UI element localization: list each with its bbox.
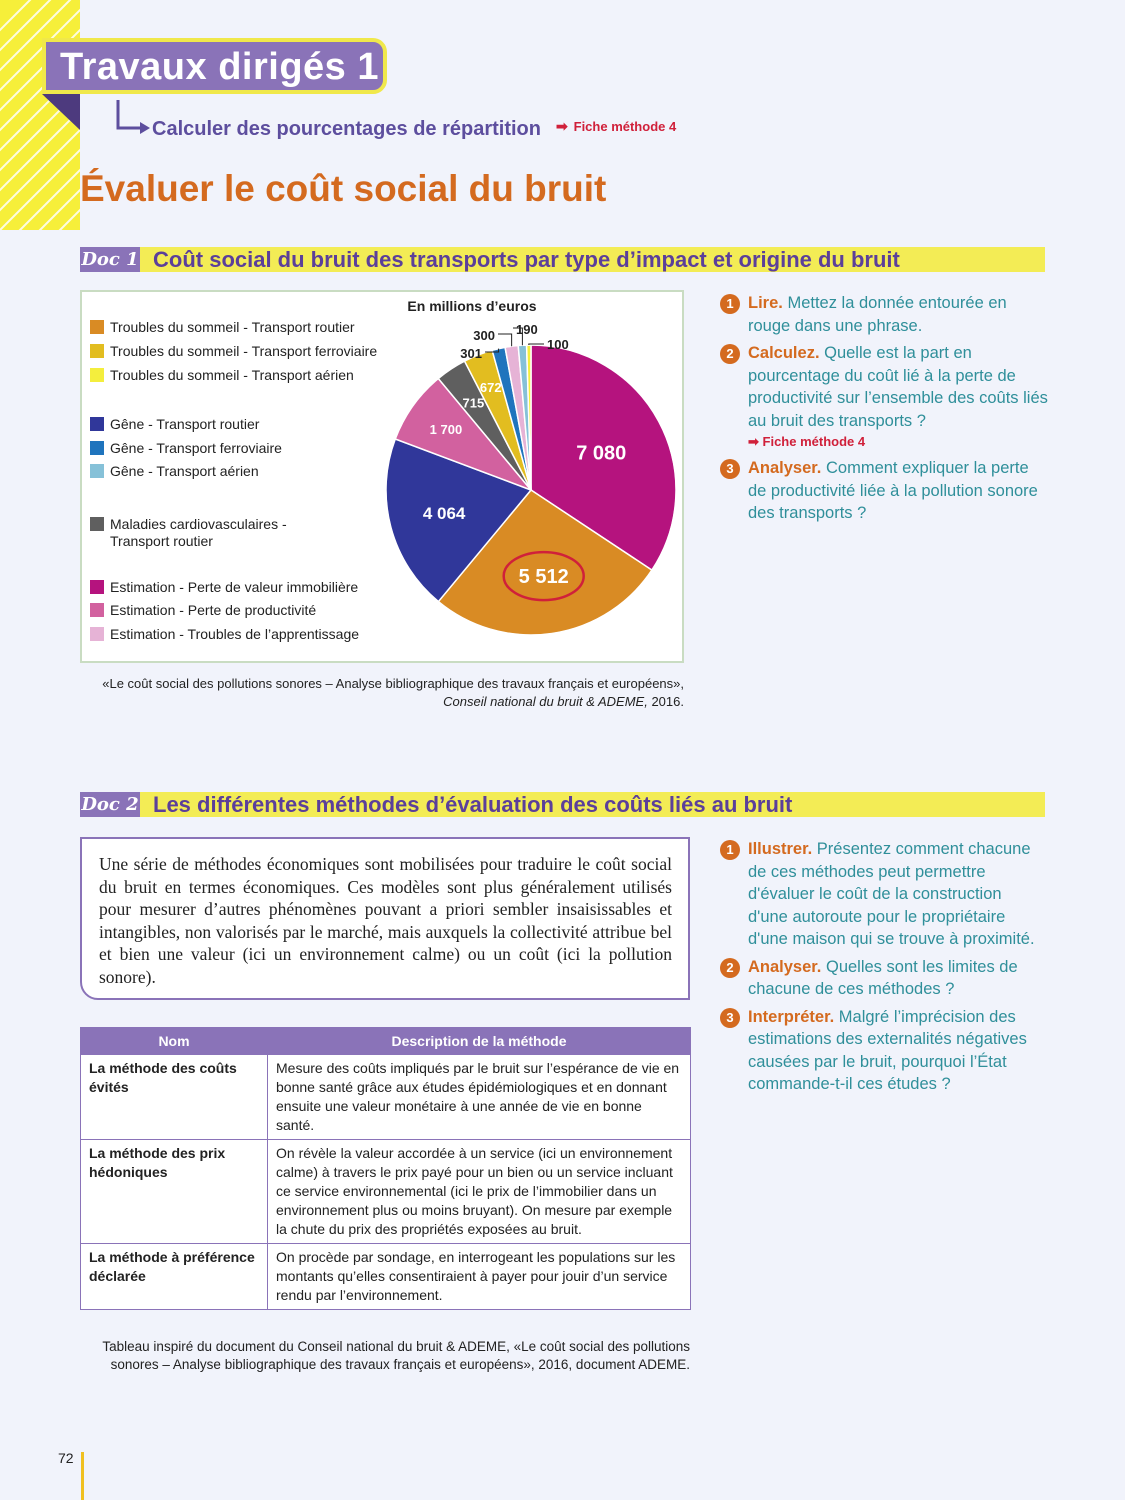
legend-label: Gêne - Transport ferroviaire [110,440,282,456]
doc1-source-year: 2016. [647,694,684,709]
section-title-box [42,38,387,94]
question-item [720,342,1050,452]
question-item [720,292,1050,337]
doc1-source-org: Conseil national du bruit & ADEME, [443,694,648,709]
slice-label: 1 700 [429,422,463,438]
skill-subtitle: Calculer des pourcentages de répartition [152,118,541,140]
doc1-source-line1: «Le coût social des pollutions sonores – Analyse bibliographique des travaux français et européens», [102,676,684,691]
column-header-nom: Nom [81,1028,268,1055]
method-name: La méthode des prix hédoniques [81,1140,268,1244]
fiche-methode-link[interactable] [748,432,1050,452]
question-number: 1 [720,294,740,314]
legend-label: Maladies cardiovasculaires - Transport routier [110,516,287,549]
question-number: 1 [720,840,740,860]
question-text: Quelles sont les limites de chacune de ces méthodes ? [748,957,1018,998]
page-number: 72 [58,1450,74,1466]
fiche-methode-label: Fiche méthode 4 [573,119,677,134]
slice-label: 301 [460,346,482,361]
doc1-source [80,675,684,711]
doc1-title: Coût social du bruit des transports par type d’impact et origine du bruit [153,247,900,272]
question-text: Comment expliquer la perte de productivité liée à la pollution sonore des transports ? [748,459,1038,522]
main-title: Évaluer le coût social du bruit [80,168,607,209]
question-keyword: Lire. [748,294,783,312]
table-row [81,1244,691,1310]
chart-title: En millions d’euros [407,298,537,314]
column-header-description: Description de la méthode [268,1028,691,1055]
right-arrow-icon: ➡ [556,118,568,134]
question-text: Malgré l’imprécision des estimations des externalités négatives causées par le bruit, pourquoi l’État commande-t-il ces études ? [748,1007,1027,1093]
question-number: 3 [720,459,740,479]
slice-label: 300 [473,328,495,343]
slice-label: 4 064 [422,503,466,523]
question-text: Quelle est la part en pourcentage du coût lié à la perte de productivité sur l’ensemble des coûts liés au bruit des transports ? [748,344,1048,430]
question-item [720,838,1045,951]
doc2-source-line2: sonores – Analyse bibliographique des travaux français et européens», 2016, document ADEME. [110,1357,690,1372]
legend-label: Estimation - Perte de valeur immobilière [110,579,359,595]
question-text: Mettez la donnée entourée en rouge dans une phrase. [748,294,1007,335]
doc2-intro-text: Une série de méthodes économiques sont mobilisées pour traduire le coût social du bruit en termes économiques. Ces modèles sont plus généralement utilisés pour mesurer d’autres phénomènes pouvant a priori sembler insaisissables et intangibles, non valorisés par le marché, mais auxquels la collectivité attribue bel et bien une valeur (ici un environnement calme) ou un coût (ici la pollution sonore). [80,837,690,1000]
question-number: 3 [720,1008,740,1028]
legend-label: Troubles du sommeil - Transport aérien [110,367,354,383]
question-text: Présentez comment chacune de ces méthodes peut permettre d'évaluer le coût de la construction d'une autoroute pour le propriétaire d'une maison qui se trouve à proximité. [748,840,1035,948]
method-description: On révèle la valeur accordée à un service (ici un environnement calme) à travers le prix payé pour un bien ou un service incluant ce service environnemental (ici le prix de l’immobilier dans un environnement plus ou moins bruyant). On mesure par exemple la chute du prix des propriétés exposées au bruit. [268,1140,691,1244]
right-arrow-icon: ➡ [748,434,763,449]
question-keyword: Illustrer. [748,840,813,858]
slice-label: 672 [479,379,502,395]
doc2-title: Les différentes méthodes d’évaluation des coûts liés au bruit [153,792,793,817]
question-keyword: Analyser. [748,957,822,976]
slice-label: 7 080 [576,442,627,465]
table-header-row [81,1028,691,1055]
question-item [720,457,1050,525]
table-row [81,1140,691,1244]
method-description: On procède par sondage, en interrogeant les populations sur les montants qu’elles consentiraient à payer pour jouir d’un service rendu par l’environnement. [268,1244,691,1310]
legend-label: Troubles du sommeil - Transport ferroviaire [110,343,378,359]
legend-label: Estimation - Troubles de l’apprentissage [110,626,360,642]
question-number: 2 [720,344,740,364]
question-item [720,956,1045,1001]
method-name: La méthode à préférence déclarée [81,1244,268,1310]
question-keyword: Analyser. [748,459,822,477]
page-heading: Travaux dirigés 1 [60,46,379,88]
slice-label: 100 [547,337,569,352]
fiche-methode-link[interactable] [556,118,676,135]
legend-label: Estimation - Perte de productivité [110,602,317,618]
doc1-header [80,247,1045,272]
legend-label: Troubles du sommeil - Transport routier [110,319,355,335]
return-arrow-icon [112,98,152,138]
method-description: Mesure des coûts impliqués par le bruit sur l’espérance de vie en bonne santé grâce aux études épidémiologiques et en donnant ensuite une valeur monétaire à une année de vie en bonne santé. [268,1055,691,1140]
doc2-source-line1: Tableau inspiré du document du Conseil national du bruit & ADEME, «Le coût social des pollutions [102,1339,690,1354]
doc1-questions [720,292,1050,530]
slice-label: 715 [462,395,485,411]
decorative-stripes [0,0,80,230]
method-name: La méthode des coûts évités [81,1055,268,1140]
legend-label: Gêne - Transport routier [110,416,260,432]
doc2-badge: Doc 2 [81,794,139,815]
doc2-header [80,792,1045,817]
doc2-source [80,1338,690,1374]
page-margin-bar [81,1452,84,1500]
fiche-methode-label: Fiche méthode 4 [762,434,866,449]
table-row [81,1055,691,1140]
pie-chart [82,292,682,661]
pie-chart-panel [80,290,684,663]
question-keyword: Interpréter. [748,1007,835,1026]
legend-label: Gêne - Transport aérien [110,463,259,479]
question-keyword: Calculez. [748,344,820,362]
doc1-badge: Doc 1 [81,249,139,270]
methods-table [80,1027,691,1310]
slice-label: 190 [516,322,538,337]
question-item [720,1006,1045,1096]
doc2-questions [720,838,1045,1101]
question-number: 2 [720,958,740,978]
slice-label: 5 512 [518,566,569,589]
